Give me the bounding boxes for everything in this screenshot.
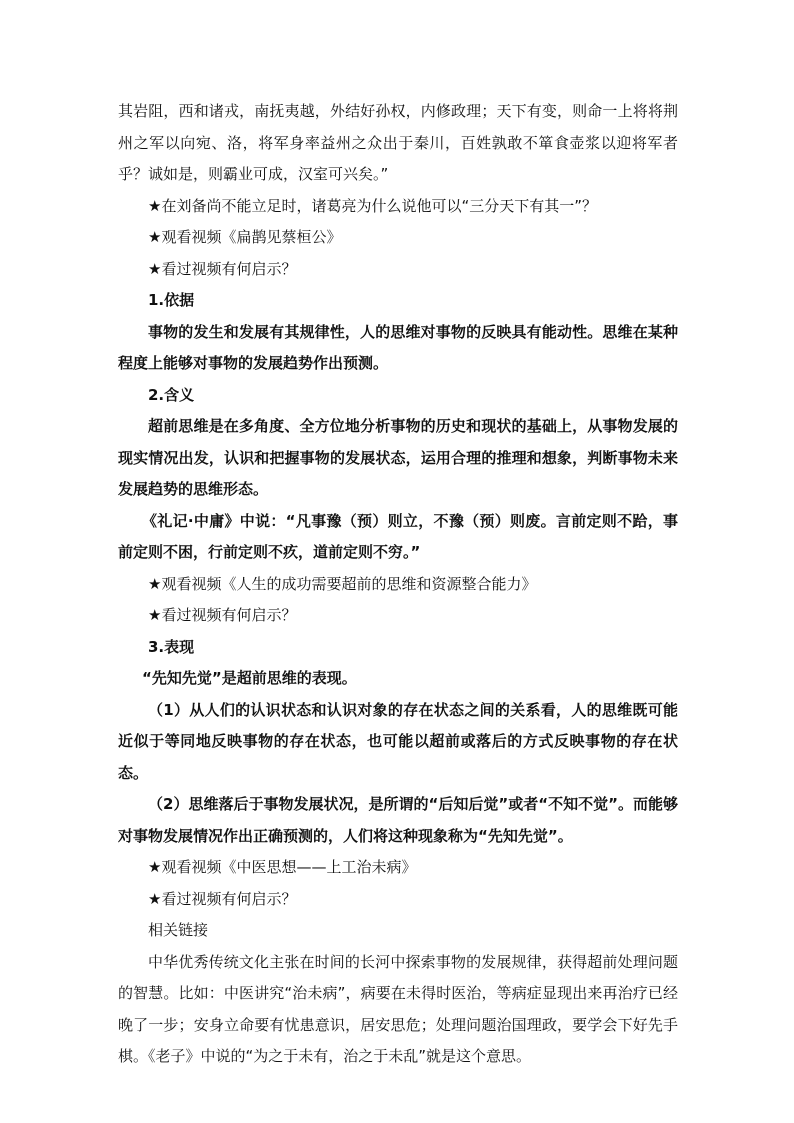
expression-point-1: （1）从人们的认识状态和认识对象的存在状态之间的关系看，人的思维既可能近似于等同地反映事物的存在状态，也可能以超前或落后的方式反映事物的存在状态。 [118, 700, 678, 782]
expression-intro-paragraph: “先知先觉”是超前思维的表现。 [142, 669, 357, 687]
reflection-question-paragraph: ★看过视频有何启示？ [148, 606, 297, 624]
quote-continuation-paragraph: 其岩阻，西和诸戎，南抚夷越，外结好孙权，内修政理；天下有变，则命一上将将荆州之军以向宛、洛，将军身率益州之众出于秦川，百姓孰敢不箪食壶浆以迎将军者乎？诚如是，则霸业可成，汉室可兴矣。” [118, 102, 678, 183]
section-heading-basis: 1.依据 [148, 291, 195, 309]
related-link-heading: 相关链接 [148, 921, 209, 939]
expression-point-2: （2）思维落后于事物发展状况，是所谓的“后知后觉”或者“不知不觉”。而能够对事物发展情况作出正确预测的，人们将这种现象称为“先知先觉”。 [118, 795, 678, 845]
basis-paragraph: 事物的发生和发展有其规律性，人的思维对事物的反映具有能动性。思维在某种程度上能够对事物的发展趋势作出预测。 [118, 322, 678, 372]
meaning-paragraph: 超前思维是在多角度、全方位地分析事物的历史和现状的基础上，从事物发展的现实情况出发，认识和把握事物的发展状态，运用合理的推理和想象，判断事物未来发展趋势的思维形态。 [118, 417, 678, 498]
section-heading-expression: 3.表现 [148, 637, 195, 656]
reflection-question-paragraph: ★看过视频有何启示？ [148, 259, 297, 278]
video-prompt-paragraph: ★观看视频《中医思想——上工治未病》 [148, 858, 417, 876]
video-prompt-paragraph: ★观看视频《扁鹊见蔡桓公》 [148, 228, 342, 246]
classic-quote-paragraph: 《礼记·中庸》中说：“凡事豫（预）则立，不豫（预）则废。言前定则不跲，事前定则不困，行前定则不疚，道前定则不穷。” [118, 511, 678, 561]
section-heading-meaning: 2.含义 [148, 385, 195, 404]
video-prompt-paragraph: ★观看视频《人生的成功需要超前的思维和资源整合能力》 [148, 574, 537, 593]
document-body [118, 96, 678, 1073]
reflection-question-paragraph: ★看过视频有何启示？ [148, 889, 297, 908]
question-paragraph: ★在刘备尚不能立足时，诸葛亮为什么说他可以“三分天下有其一”？ [148, 196, 597, 215]
related-link-paragraph: 中华优秀传统文化主张在时间的长河中探索事物的发展规律，获得超前处理问题的智慧。比如：中医讲究“治未病”，病要在未得时医治，等病症显现出来再治疗已经晚了一步；安身立命要有忧患意识，居安思危；处理问题治国理政，要学会下好先手棋。《老子》中说的“为之于未有，治之于未乱”就是这个意思。 [118, 952, 678, 1065]
